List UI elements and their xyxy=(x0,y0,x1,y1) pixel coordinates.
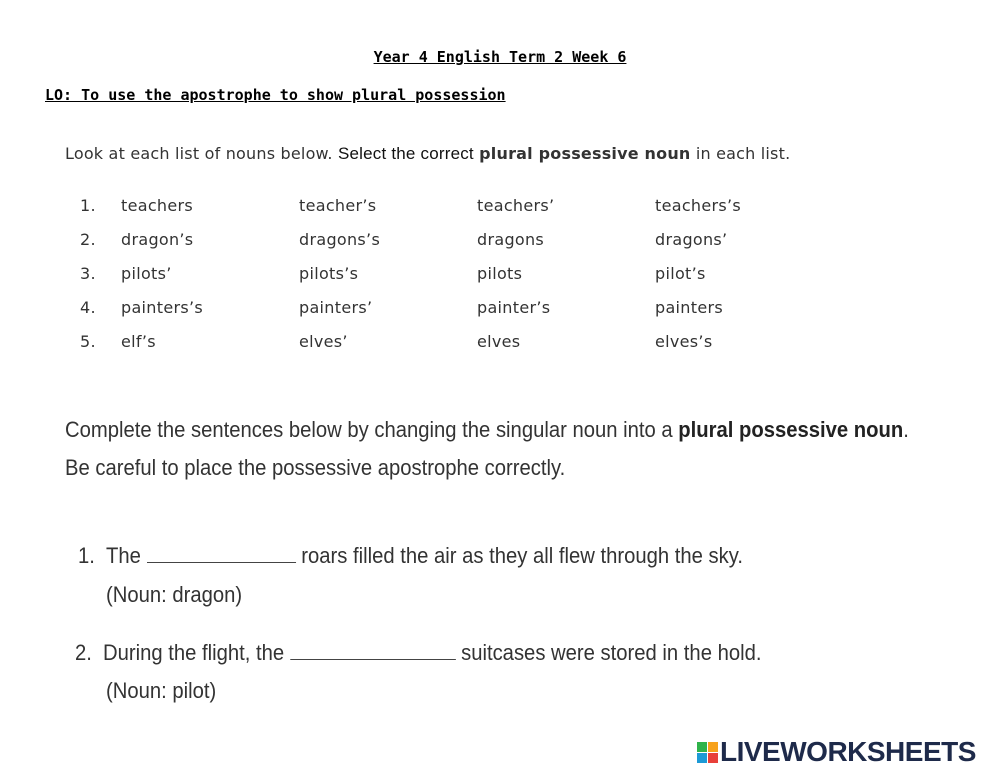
sentence-1-noun: (Noun: dragon) xyxy=(106,582,243,607)
noun-option[interactable]: painter’s xyxy=(477,298,551,317)
sentence-instruction xyxy=(65,411,909,487)
instruction-part2: Select the correct xyxy=(337,144,474,163)
noun-option[interactable]: dragons’ xyxy=(655,230,728,249)
row-number: 4. xyxy=(80,298,96,317)
noun-option[interactable]: painters’s xyxy=(121,298,203,317)
learning-objective: LO: To use the apostrophe to show plural possession xyxy=(45,86,506,104)
complete-line1: Complete the sentences below by changing the singular noun into a xyxy=(65,417,673,442)
row-number: 2. xyxy=(80,230,96,249)
logo-block xyxy=(708,753,718,763)
sentence-2-noun: (Noun: pilot) xyxy=(106,678,217,703)
noun-option[interactable]: elves’s xyxy=(655,332,713,351)
instruction-bold: plural possessive noun xyxy=(479,144,691,163)
complete-period: . xyxy=(903,417,909,442)
logo-blocks-icon xyxy=(697,742,718,763)
noun-option[interactable]: pilot’s xyxy=(655,264,706,283)
noun-option[interactable]: dragons xyxy=(477,230,545,249)
logo-block xyxy=(708,742,718,752)
sentence-after: roars filled the air as they all flew through the sky. xyxy=(301,543,743,568)
noun-option[interactable]: dragon’s xyxy=(121,230,194,249)
noun-option[interactable]: elves’ xyxy=(299,332,348,351)
list-instruction xyxy=(65,144,790,164)
sentence-before: During the flight, the xyxy=(103,640,285,665)
sentence-after: suitcases were stored in the hold. xyxy=(461,640,762,665)
noun-option[interactable]: pilots’s xyxy=(299,264,359,283)
noun-option[interactable]: pilots’ xyxy=(121,264,172,283)
noun-option[interactable]: teachers’ xyxy=(477,196,555,215)
sentence-number: 2. xyxy=(75,640,92,665)
noun-option[interactable]: painters xyxy=(655,298,723,317)
noun-option[interactable]: teacher’s xyxy=(299,196,377,215)
page-title: Year 4 English Term 2 Week 6 xyxy=(373,48,627,66)
row-number: 3. xyxy=(80,264,96,283)
noun-option[interactable]: elves xyxy=(477,332,521,351)
noun-option[interactable]: teachers’s xyxy=(655,196,742,215)
row-number: 5. xyxy=(80,332,96,351)
noun-option[interactable]: teachers xyxy=(121,196,194,215)
instruction-part3: in each list. xyxy=(695,144,791,163)
noun-option[interactable]: painters’ xyxy=(299,298,373,317)
sentence-2 xyxy=(75,640,761,666)
row-number: 1. xyxy=(80,196,96,215)
sentence-1 xyxy=(78,543,743,569)
logo-text: LIVEWORKSHEETS xyxy=(720,736,976,767)
logo-block xyxy=(697,742,707,752)
logo-block xyxy=(697,753,707,763)
noun-option[interactable]: dragons’s xyxy=(299,230,381,249)
liveworksheets-logo xyxy=(697,736,976,768)
complete-bold: plural possessive noun xyxy=(678,417,904,442)
noun-option[interactable]: pilots xyxy=(477,264,523,283)
sentence-before: The xyxy=(106,543,141,568)
noun-option[interactable]: elf’s xyxy=(121,332,156,351)
sentence-number: 1. xyxy=(78,543,95,568)
instruction-part1: Look at each list of nouns below. xyxy=(65,144,333,163)
answer-blank[interactable] xyxy=(147,544,296,563)
complete-line2: Be careful to place the possessive apostrophe correctly. xyxy=(65,455,566,480)
answer-blank[interactable] xyxy=(290,641,456,660)
